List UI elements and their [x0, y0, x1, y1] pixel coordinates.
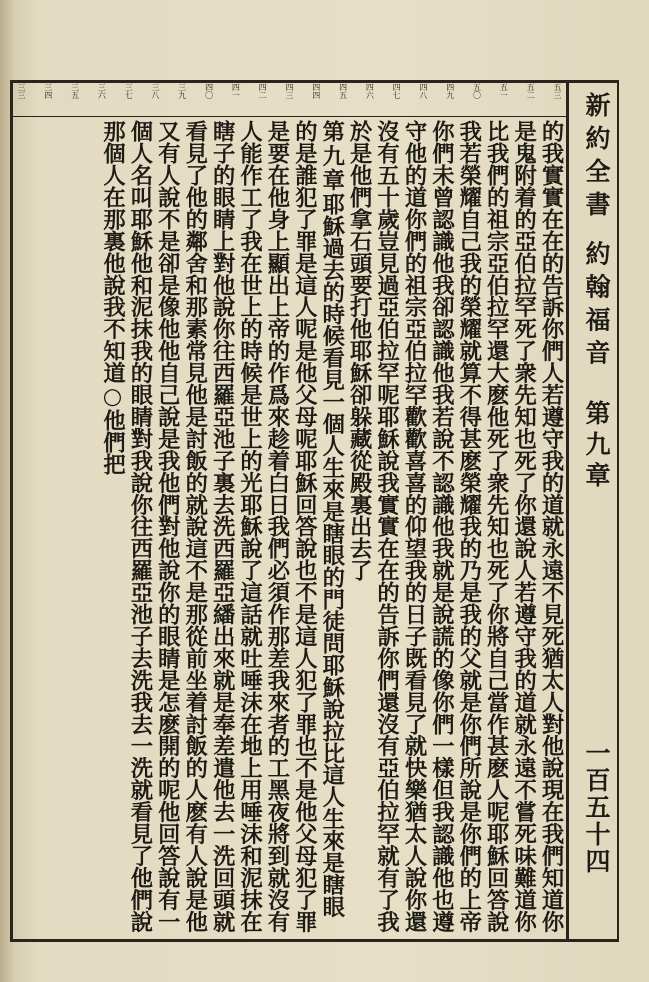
- verse-note: 四五: [338, 83, 348, 99]
- verse-note: 四〇: [204, 83, 214, 99]
- verse-note: 四一: [231, 83, 241, 99]
- scripture-body: [16, 120, 564, 938]
- verse-note: 三四: [43, 83, 53, 99]
- paragraph-john-9: 耶穌過去的時候看見一個人生來是瞎眼的門徒問耶穌說拉比這人生來是瞎眼的是誰犯了罪是這人呢是他父母呢耶穌回答說也不是這人犯了罪也不是他父母犯了罪是要在他身上顯出上帝的作爲來趁着白日我們必須作那差我來者的工黑夜將到就沒有人能作工了我在世上的時候是世上的光耶穌說了這話就吐唾沫在地上用唾沫和泥抹在瞎子的眼睛上對他說你往西羅亞池子裏去洗西羅亞繙出來就是奉差遣他去一洗回頭就看見了他的鄰舍和那素常見他是討飯的就說這不是那從前坐着討飯的人麽有人說是他又有人說不是卻是像他他自己說是我他們對他說你的眼睛是怎麽開的呢他回答說有一個人名叫耶穌他和泥抹我的眼睛對我說你往西羅亞池子去洗我去一洗就看見了他們說那個人在那裏他說我不知道○他們把: [99, 120, 345, 933]
- verse-note: 三八: [150, 83, 160, 99]
- paragraph-john-8: 的我實實在在的告訴你們人若遵守我的道就永遠不見死猶太人對他說現在我們知道你是鬼附着的亞伯拉罕死了衆先知也死了你還說人若遵守我的道就永遠不嘗死味難道你比我們的祖宗亞伯拉罕還大麽他死了衆先知也死了你將自己當作甚麽人呢耶穌回答說我若榮耀自己我的榮耀就算不得甚麽榮耀我的乃是我的父就是你們所說是你們的上帝你們未曾認識他我卻認識他我若說不認識他我就是說謊的像你們一樣但我認識他也遵守他的道你們的祖宗亞伯拉罕歡歡喜喜的仰望我的日子既看見了就快樂猶太人說你還沒有五十歲豈見過亞伯拉罕呢耶穌說我實實在在的告訴你們還沒有亞伯拉罕就有了我於是他們拿石頭要打他耶穌卻躲藏從殿裏出去了: [346, 120, 564, 933]
- verse-note: 三五: [70, 83, 80, 99]
- chapter-heading: 第九章: [318, 120, 345, 193]
- verse-note: 五二: [526, 83, 536, 99]
- verse-note: 四九: [445, 83, 455, 99]
- page-number: 一百五十四: [582, 740, 611, 875]
- verse-note: 四三: [284, 83, 294, 99]
- book-title: 新約全書 約翰福音: [582, 92, 611, 373]
- verse-note: 三三: [17, 83, 26, 99]
- verse-note: 四八: [418, 83, 428, 99]
- verse-note: 五三: [552, 83, 562, 99]
- verse-note-strip: [13, 83, 566, 117]
- verse-note: 三七: [124, 83, 134, 99]
- verse-note: 四六: [365, 83, 375, 99]
- verse-note: 四七: [392, 83, 402, 99]
- verse-note: 三六: [97, 83, 107, 99]
- verse-note: 三九: [177, 83, 187, 99]
- verse-note: 五一: [499, 83, 509, 99]
- chapter-title: 第九章: [582, 400, 611, 493]
- verse-note: 四二: [258, 83, 268, 99]
- verse-note: 五〇: [472, 83, 482, 99]
- verse-note: 四四: [311, 83, 321, 99]
